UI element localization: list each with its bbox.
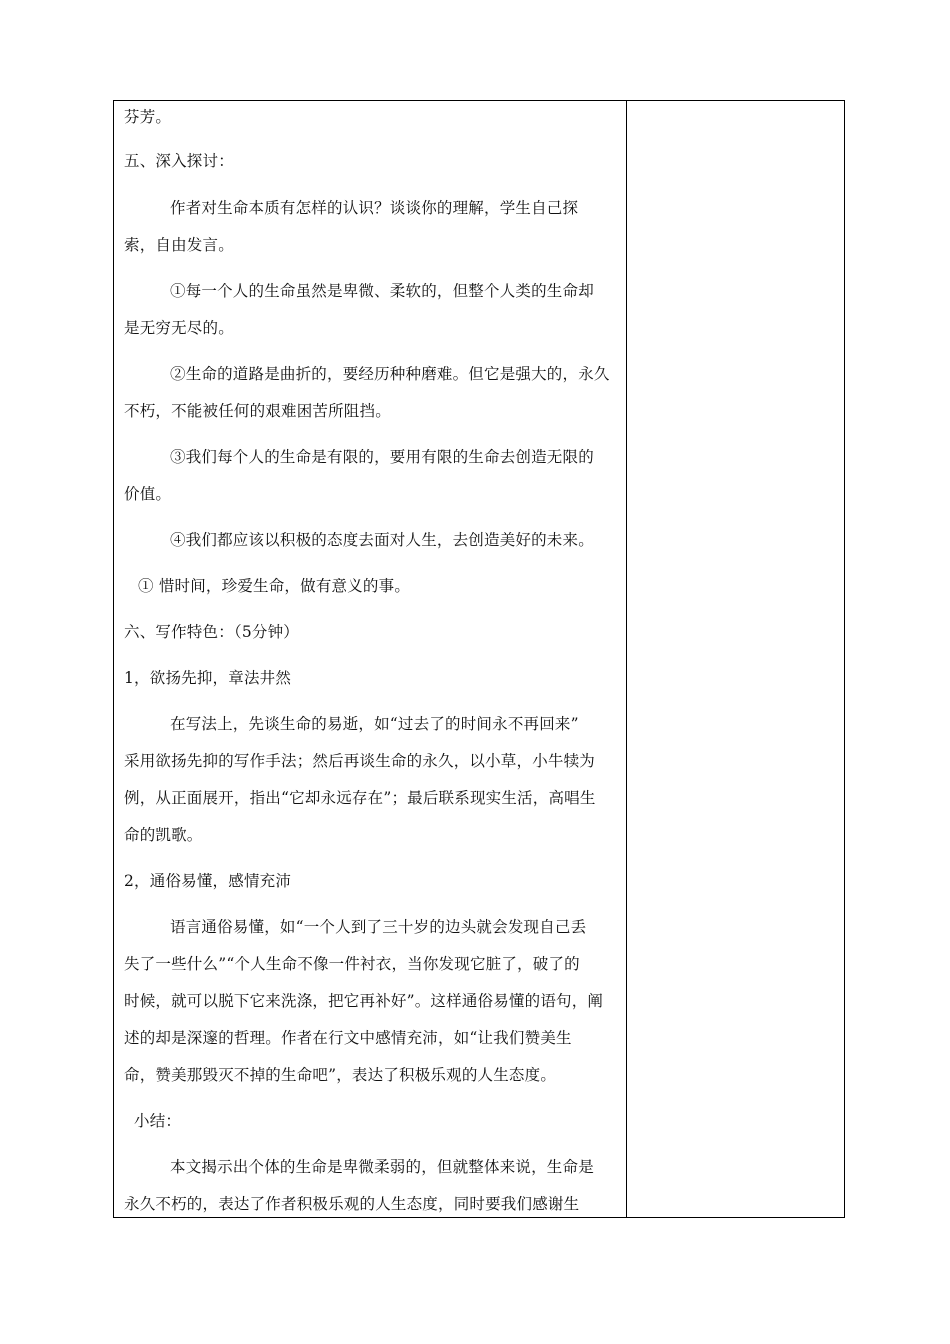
text-line: 语言通俗易懂，如“一个人到了三十岁的边头就会发现自己丢 — [170, 918, 587, 936]
lesson-table — [113, 100, 845, 1218]
text-line: 是无穷无尽的。 — [124, 319, 234, 337]
text-line: 芬芳。 — [124, 108, 172, 126]
list-item: ③我们每个人的生命是有限的，要用有限的生命去创造无限的 — [170, 448, 594, 466]
list-item: ④我们都应该以积极的态度去面对人生，去创造美好的未来。 — [170, 531, 594, 549]
text-line: 本文揭示出个体的生命是卑微柔弱的，但就整体来说，生命是 — [170, 1158, 594, 1176]
list-item: ①每一个人的生命虽然是卑微、柔软的，但整个人类的生命却 — [170, 282, 594, 300]
main-content-cell — [114, 101, 626, 1217]
subsection-heading: 1，欲扬先抑，章法井然 — [124, 669, 292, 687]
list-item: ① 惜时间，珍爱生命，做有意义的事。 — [138, 577, 411, 595]
column-divider — [626, 101, 627, 1217]
section-heading: 五、深入探讨： — [124, 152, 234, 170]
list-item: ②生命的道路是曲折的，要经历种种磨难。但它是强大的，永久 — [170, 365, 610, 383]
section-heading: 六、写作特色：（5分钟） — [124, 623, 300, 641]
text-line: 在写法上，先谈生命的易逝，如“过去了的时间永不再回来” — [170, 715, 579, 733]
notes-cell — [628, 101, 844, 1217]
subsection-heading: 2，通俗易懂，感情充沛 — [124, 872, 292, 890]
text-line: 永久不朽的，表达了作者积极乐观的人生态度，同时要我们感谢生 — [124, 1195, 580, 1213]
text-line: 例，从正面展开，指出“它却永远存在”；最后联系现实生活，高唱生 — [124, 789, 596, 807]
text-line: 命，赞美那毁灭不掉的生命吧”，表达了积极乐观的人生态度。 — [124, 1066, 557, 1084]
text-line: 失了一些什么”“个人生命不像一件衬衣，当你发现它脏了，破了的 — [124, 955, 580, 973]
text-line: 不朽，不能被任何的艰难困苦所阻挡。 — [124, 402, 391, 420]
text-line: 索，自由发言。 — [124, 236, 234, 254]
summary-heading: 小结： — [134, 1112, 182, 1130]
text-line: 时候，就可以脱下它来洗涤，把它再补好”。这样通俗易懂的语句，阐 — [124, 992, 604, 1010]
text-line: 述的却是深邃的哲理。作者在行文中感情充沛，如“让我们赞美生 — [124, 1029, 572, 1047]
text-line: 作者对生命本质有怎样的认识？谈谈你的理解，学生自己探 — [170, 199, 579, 217]
text-line: 命的凯歌。 — [124, 826, 203, 844]
text-line: 采用欲扬先抑的写作手法；然后再谈生命的永久，以小草，小牛犊为 — [124, 752, 596, 770]
text-line: 价值。 — [124, 485, 172, 503]
